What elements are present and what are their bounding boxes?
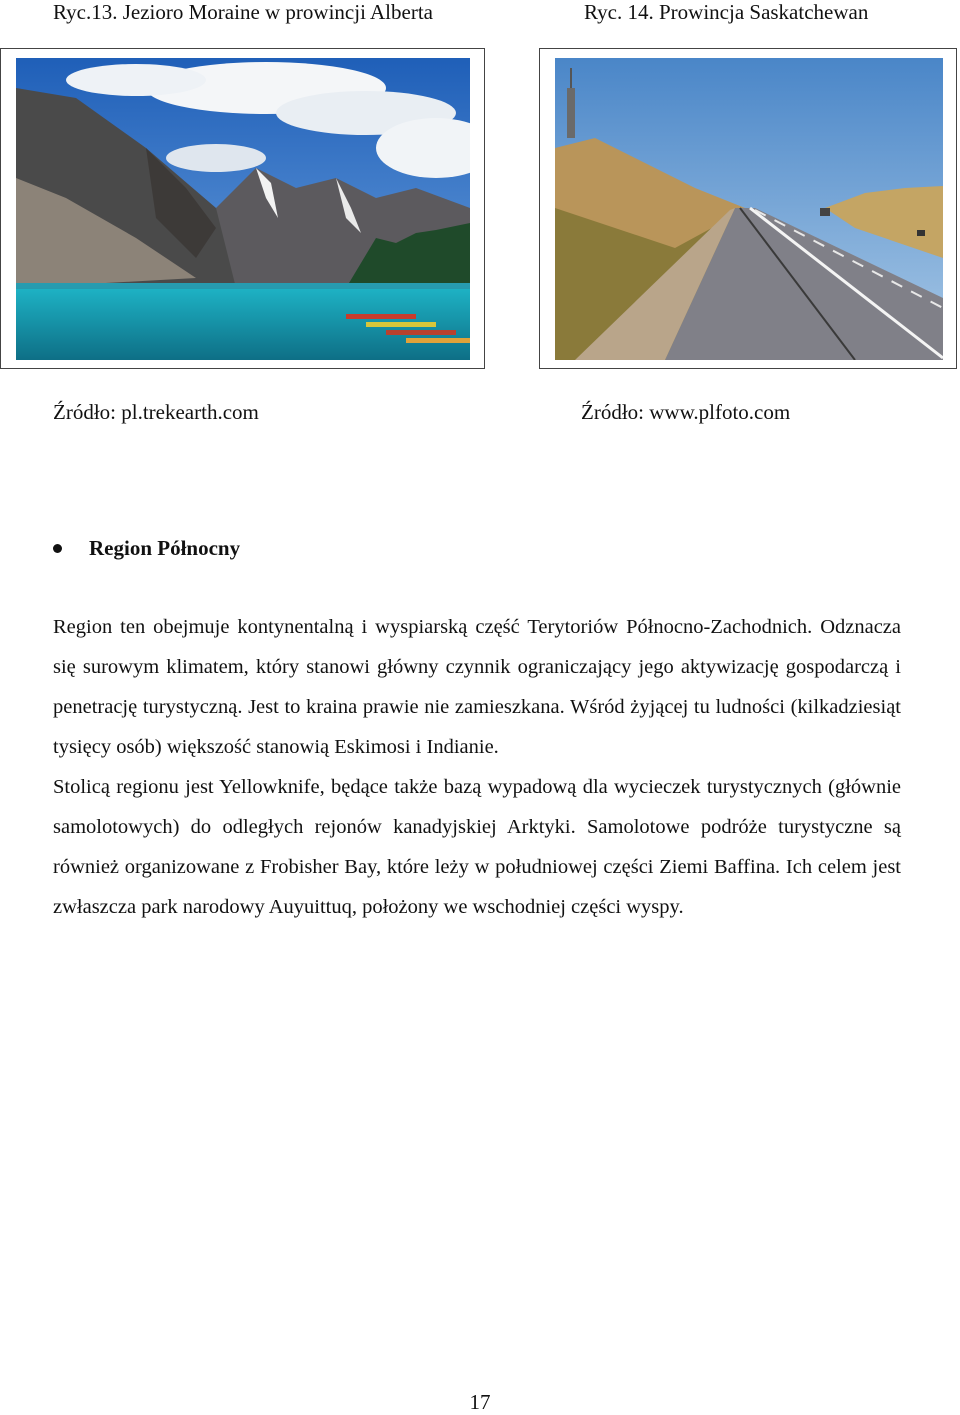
- paragraph-2: Stolicą regionu jest Yellowknife, będące także bazą wypadową dla wycieczek turystycznych (głównie samolotowych) do odległych rejonów kanadyjskiej Arktyki. Samolotowe podróże turystyczne są również organizowane z Frobisher Bay, które leży w południowej części Ziemi Baffina. Ich celem jest zwłaszcza park narodowy Auyuittuq, położony we wschodniej części wyspy.: [53, 776, 901, 918]
- moraine-lake-photo: [16, 58, 470, 360]
- figure-14-frame: [539, 48, 957, 369]
- figure-13-source: Źródło: pl.trekearth.com: [53, 400, 259, 424]
- bullet-icon: [53, 544, 62, 553]
- saskatchewan-road-photo: [555, 58, 943, 360]
- figure-14-caption: Ryc. 14. Prowincja Saskatchewan: [584, 0, 869, 24]
- figure-13-frame: [0, 48, 485, 369]
- page-number: 17: [469, 1390, 491, 1414]
- section-heading: Region Północny: [89, 536, 241, 560]
- section-heading-row: [53, 535, 240, 561]
- section-body: [53, 607, 901, 927]
- paragraph-1: Region ten obejmuje kontynentalną i wyspiarską część Terytoriów Północno-Zachodnich. Odznacza się surowym klimatem, który stanowi główny czynnik ograniczający jego aktywizację gospodarczą i penetrację turystyczną. Jest to kraina prawie nie zamieszkana. Wśród żyjącej tu ludności (kilkadziesiąt tysięcy osób) większość stanowią Eskimosi i Indianie.: [53, 616, 901, 758]
- figure-14-source: Źródło: www.plfoto.com: [581, 400, 791, 424]
- figure-13-caption: Ryc.13. Jezioro Moraine w prowincji Alberta: [53, 0, 433, 24]
